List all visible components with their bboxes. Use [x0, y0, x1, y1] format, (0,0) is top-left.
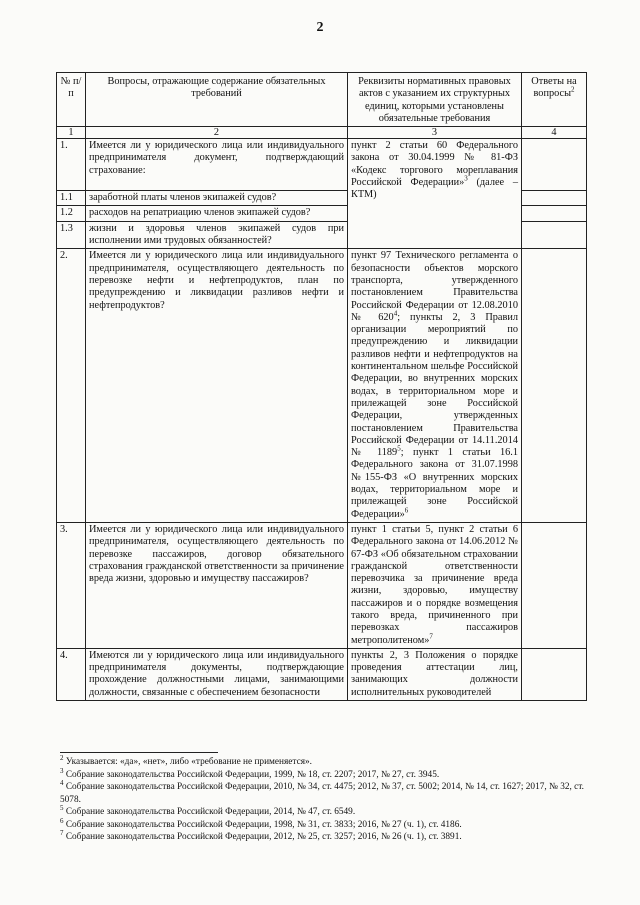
row-number: 4.	[57, 648, 86, 700]
requisite-text: пункт 97 Технического регламента о безопасности объектов морского транспорта, утвержденного постановлением Правительства Российской Федерации от 12.08.2010 № 620	[351, 250, 518, 323]
footnote	[60, 766, 590, 782]
footnote-mark: 5	[60, 803, 64, 812]
footnote-ref: 3	[464, 174, 468, 183]
row-requisite	[348, 139, 522, 249]
row-question: Имеется ли у юридического лица или индивидуального предпринимателя, осуществляющего деятельность по перевозке пассажиров, договор обязательного страхования гражданской ответственности за причинение вреда жизни, здоровью и имуществу пассажиров?	[86, 522, 348, 648]
row-requisite	[348, 249, 522, 523]
answer-cell[interactable]	[522, 139, 587, 191]
column-number: 4	[522, 127, 587, 139]
row-requisite: пункты 2, 3 Положения о порядке проведения аттестации лиц, занимающих должности исполнительных руководителей	[348, 648, 522, 700]
table-header-row	[57, 73, 587, 127]
answer-cell[interactable]	[522, 221, 587, 249]
page-number: 2	[316, 20, 324, 35]
footnote-text: Собрание законодательства Российской Федерации, 1999, № 18, ст. 2207; 2017, № 27, ст. 3945.	[65, 769, 440, 780]
requisite-text: пункт 2 статьи 60 Федерального закона от 30.04.1999 № 81-ФЗ «Кодекс торгового мореплавания Российской Федерации»	[351, 140, 518, 189]
row-number: 1.3	[57, 221, 86, 249]
column-number: 2	[86, 127, 348, 139]
requisite-text: ; пункт 1 статьи 16.1 Федерального закона от 31.07.1998 №155-ФЗ «О внутренних морских водах, территориальном море и прилежащей зоне Российской Федерации»	[351, 447, 518, 520]
row-question: Имеются ли у юридического лица или индивидуального предпринимателя документы, подтверждающие прохождение должностными лицами, занимающими должности, связанные с обеспечением безопасности	[86, 648, 348, 700]
header-answers-label: Ответы на вопросы	[531, 76, 577, 100]
row-question: Имеется ли у юридического лица или индивидуального предпринимателя документ, подтверждающий страхование:	[86, 139, 348, 191]
footnote-mark: 2	[60, 753, 64, 762]
footnote	[60, 778, 590, 806]
footnote-text: Собрание законодательства Российской Федерации, 2014, № 47, ст. 6549.	[65, 807, 356, 817]
requirements-table	[56, 72, 587, 701]
footnote-ref: 5	[397, 444, 401, 453]
footnote	[60, 803, 590, 819]
footnote	[60, 828, 590, 844]
footnote-mark: 7	[60, 828, 64, 837]
footnote-mark: 3	[60, 766, 64, 775]
answer-cell[interactable]	[522, 249, 587, 523]
footnote-ref: 7	[429, 632, 433, 641]
requisite-text: ; пункты 2, 3 Правил организации мероприятий по предупреждению и ликвидации разливов нефти и нефтепродуктов на континентальном шельфе Российской Федерации, во внутренних морских водах, в территориальном море и прилежащей зоне Российской Федерации, утвержденных постановлением Правительства Российской Федерации от 14.11.2014 № 1189	[351, 311, 518, 459]
requisite-text-tail: (далее – КТМ)	[351, 177, 518, 201]
row-question: жизни и здоровья членов экипажей судов при исполнении ими трудовых обязанностей?	[86, 221, 348, 249]
footnotes	[60, 753, 590, 844]
header-requisites: Реквизиты нормативных правовых актов с указанием их структурных единиц, которыми установлены обязательные требования	[348, 73, 522, 127]
requisite-text: пункт 1 статьи 5, пункт 2 статьи 6 Федерального закона от 14.06.2012 № 67-ФЗ «Об обязательном страховании гражданской ответственности перевозчика за причинение вреда жизни, здоровью, имуществу пассажиров и о порядке возмещения такого вреда, причиненного при перевозках пассажиров метрополитеном»	[351, 523, 518, 646]
answer-cell[interactable]	[522, 522, 587, 648]
column-number: 3	[348, 127, 522, 139]
row-question: заработной платы членов экипажей судов?	[86, 191, 348, 206]
footnote-text: Указывается: «да», «нет», либо «требование не применяется».	[65, 757, 312, 767]
row-number: 2.	[57, 249, 86, 523]
row-number: 3.	[57, 522, 86, 648]
footnote-text: Собрание законодательства Российской Федерации, 1998, № 31, ст. 3833; 2016, № 27 (ч. 1), ст. 4186.	[65, 819, 462, 830]
row-number: 1.1	[57, 191, 86, 206]
footnote	[60, 753, 590, 769]
header-num: № п/п	[57, 73, 86, 127]
footnote-divider	[60, 752, 218, 753]
row-question: расходов на репатриацию членов экипажей судов?	[86, 206, 348, 221]
footnote-ref: 4	[393, 309, 398, 318]
answer-cell[interactable]	[522, 191, 587, 206]
row-number: 1.2	[57, 206, 86, 221]
table-row	[57, 139, 587, 191]
table-row	[57, 648, 587, 700]
footnote-mark: 6	[60, 816, 64, 825]
header-answers	[522, 73, 587, 127]
footnote-ref: 6	[404, 506, 409, 515]
header-questions: Вопросы, отражающие содержание обязательных требований	[86, 73, 348, 127]
footnote	[60, 816, 590, 832]
table-row	[57, 522, 587, 648]
row-requisite	[348, 522, 522, 648]
answer-cell[interactable]	[522, 648, 587, 700]
footnote-ref: 2	[571, 85, 575, 94]
footnote-mark: 4	[60, 778, 64, 787]
answer-cell[interactable]	[522, 206, 587, 221]
column-number: 1	[57, 127, 86, 139]
column-number-row	[57, 127, 587, 139]
footnote-text: Собрание законодательства Российской Федерации, 2010, № 34, ст. 4475; 2012, № 37, ст. 5002; 2014, № 14, ст. 1627; 2017, № 32, ст. 5078.	[60, 782, 584, 805]
table-row	[57, 249, 587, 523]
row-number: 1.	[57, 139, 86, 191]
footnote-text: Собрание законодательства Российской Федерации, 2012, № 25, ст. 3257; 2016, № 26 (ч. 1), ст. 3891.	[65, 832, 462, 842]
row-question: Имеется ли у юридического лица или индивидуального предпринимателя, осуществляющего деятельность по перевозке нефти и нефтепродуктов, план по предупреждению и ликвидации разливов нефти и нефтепродуктов?	[86, 249, 348, 523]
